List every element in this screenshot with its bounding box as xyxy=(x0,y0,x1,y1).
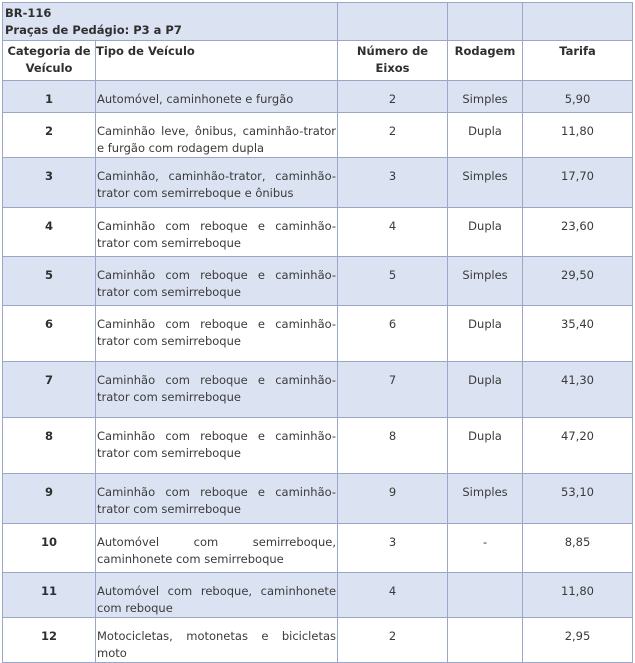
vehicle-type-cell: Motocicletas, motonetas e bicicletas moto xyxy=(96,618,338,663)
vehicle-type-cell: Caminhão com reboque e caminhão-trator com semirreboque xyxy=(96,257,338,306)
header-tires: Rodagem xyxy=(448,41,523,81)
vehicle-type-cell: Automóvel com reboque, caminhonete com reboque xyxy=(96,573,338,618)
vehicle-type-cell: Caminhão com reboque e caminhão-trator com semirreboque xyxy=(96,418,338,474)
tires-cell: Simples xyxy=(448,257,523,306)
tires-cell: Dupla xyxy=(448,418,523,474)
vehicle-type-cell: Caminhão leve, ônibus, caminhão-trator e furgão com rodagem dupla xyxy=(96,113,338,158)
vehicle-type-cell: Automóvel com semirreboque, caminhonete com semirreboque xyxy=(96,524,338,573)
category-cell: 12 xyxy=(3,618,96,663)
axles-cell: 5 xyxy=(338,257,448,306)
category-cell: 9 xyxy=(3,474,96,524)
axles-cell: 4 xyxy=(338,573,448,618)
fare-cell: 23,60 xyxy=(523,208,633,257)
category-cell: 5 xyxy=(3,257,96,306)
vehicle-type-cell: Caminhão com reboque e caminhão-trator com semirreboque xyxy=(96,362,338,418)
plaza-range: Praças de Pedágio: P3 a P7 xyxy=(5,23,182,37)
fare-cell: 29,50 xyxy=(523,257,633,306)
header-fare: Tarifa xyxy=(523,41,633,81)
axles-cell: 4 xyxy=(338,208,448,257)
fare-cell: 5,90 xyxy=(523,81,633,113)
table-row xyxy=(3,158,633,208)
fare-cell: 11,80 xyxy=(523,113,633,158)
title-row xyxy=(3,3,633,41)
axles-cell: 2 xyxy=(338,81,448,113)
category-cell: 11 xyxy=(3,573,96,618)
table-row xyxy=(3,618,633,663)
category-cell: 8 xyxy=(3,418,96,474)
fare-cell: 17,70 xyxy=(523,158,633,208)
table-row xyxy=(3,474,633,524)
table-title xyxy=(3,3,338,41)
axles-cell: 3 xyxy=(338,158,448,208)
tires-cell: Dupla xyxy=(448,306,523,362)
axles-cell: 7 xyxy=(338,362,448,418)
title-empty-cell xyxy=(523,3,633,41)
axles-cell: 8 xyxy=(338,418,448,474)
category-cell: 2 xyxy=(3,113,96,158)
table-row xyxy=(3,257,633,306)
vehicle-type-cell: Caminhão com reboque e caminhão-trator com semirreboque xyxy=(96,208,338,257)
tires-cell: Simples xyxy=(448,474,523,524)
tires-cell: Dupla xyxy=(448,208,523,257)
fare-cell: 41,30 xyxy=(523,362,633,418)
tires-cell: Simples xyxy=(448,81,523,113)
tires-cell: Dupla xyxy=(448,113,523,158)
axles-cell: 9 xyxy=(338,474,448,524)
axles-cell: 6 xyxy=(338,306,448,362)
table-row xyxy=(3,524,633,573)
header-vehicle-type: Tipo de Veículo xyxy=(96,41,338,81)
fare-cell: 47,20 xyxy=(523,418,633,474)
table-row xyxy=(3,418,633,474)
category-cell: 7 xyxy=(3,362,96,418)
column-header-row xyxy=(3,41,633,81)
category-cell: 6 xyxy=(3,306,96,362)
table-row xyxy=(3,362,633,418)
category-cell: 1 xyxy=(3,81,96,113)
table-row xyxy=(3,81,633,113)
fare-cell: 53,10 xyxy=(523,474,633,524)
category-cell: 3 xyxy=(3,158,96,208)
table-row xyxy=(3,208,633,257)
title-empty-cell xyxy=(338,3,448,41)
title-empty-cell xyxy=(448,3,523,41)
tires-cell: - xyxy=(448,524,523,573)
vehicle-type-cell: Caminhão com reboque e caminhão-trator com semirreboque xyxy=(96,474,338,524)
tires-cell: Simples xyxy=(448,158,523,208)
fare-cell: 11,80 xyxy=(523,573,633,618)
header-axles: Número de Eixos xyxy=(338,41,448,81)
road-name: BR-116 xyxy=(5,6,52,20)
fare-cell: 2,95 xyxy=(523,618,633,663)
fare-cell: 35,40 xyxy=(523,306,633,362)
axles-cell: 2 xyxy=(338,618,448,663)
header-category: Categoria de Veículo xyxy=(3,41,96,81)
table-row xyxy=(3,306,633,362)
tires-cell xyxy=(448,618,523,663)
axles-cell: 2 xyxy=(338,113,448,158)
tires-cell: Dupla xyxy=(448,362,523,418)
table-row xyxy=(3,573,633,618)
vehicle-type-cell: Caminhão, caminhão-trator, caminhão-trator com semirreboque e ônibus xyxy=(96,158,338,208)
axles-cell: 3 xyxy=(338,524,448,573)
category-cell: 10 xyxy=(3,524,96,573)
vehicle-type-cell: Caminhão com reboque e caminhão-trator com semirreboque xyxy=(96,306,338,362)
toll-table xyxy=(2,2,633,663)
tires-cell xyxy=(448,573,523,618)
category-cell: 4 xyxy=(3,208,96,257)
vehicle-type-cell: Automóvel, caminhonete e furgão xyxy=(96,81,338,113)
fare-cell: 8,85 xyxy=(523,524,633,573)
table-row xyxy=(3,113,633,158)
